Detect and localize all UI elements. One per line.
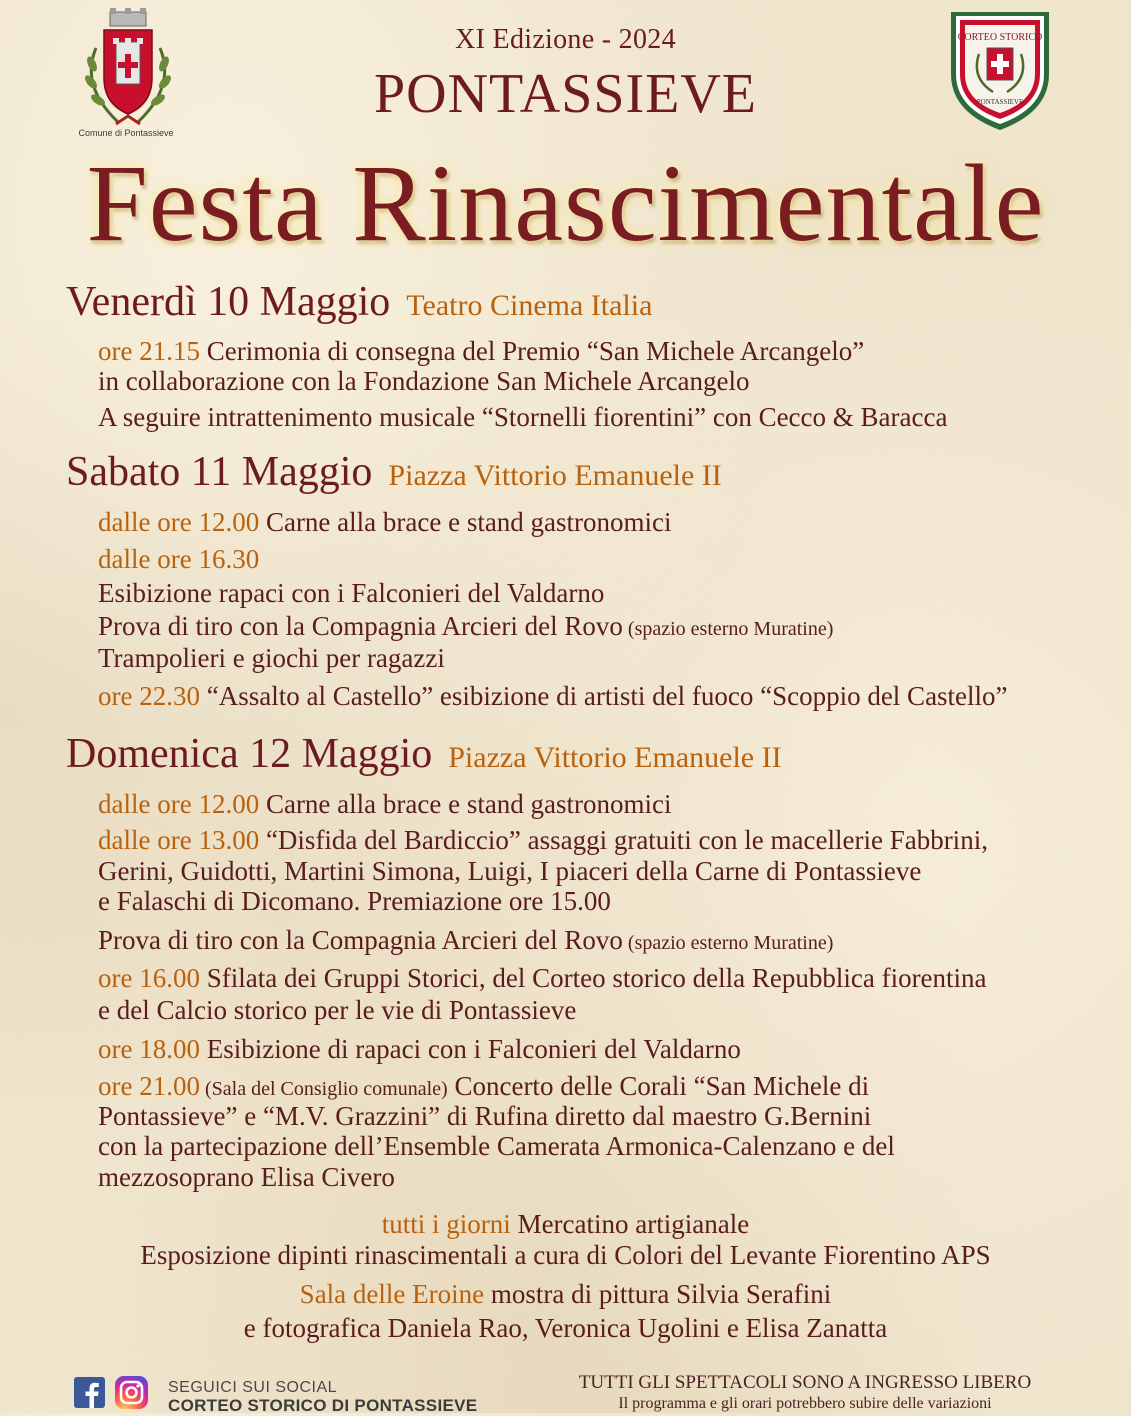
- event-note: (spazio esterno Muratine): [622, 618, 834, 640]
- sunday-line-5: [98, 925, 833, 959]
- sunday-line-12: [98, 1162, 395, 1193]
- friday-line-2: [98, 366, 750, 397]
- event-text: Carne alla brace e stand gastronomici: [259, 507, 672, 537]
- saturday-line-4: [98, 611, 833, 645]
- sunday-heading: [66, 730, 782, 778]
- event-text: e del Calcio storico per le vie di Pontassieve: [98, 995, 577, 1025]
- event-time: ore 16.00: [98, 963, 200, 993]
- sunday-line-2: [98, 825, 988, 856]
- event-text: Prova di tiro con la Compagnia Arcieri del Rovo: [98, 925, 623, 955]
- saturday-line-6: [98, 681, 1008, 712]
- event-time: ore 21.00: [98, 1071, 200, 1101]
- event-location: Piazza Vittorio Emanuele II: [388, 459, 722, 492]
- sunday-line-1: [98, 789, 672, 820]
- facebook-icon[interactable]: [74, 1377, 105, 1408]
- friday-heading: [66, 278, 652, 326]
- sunday-line-8: [98, 1034, 741, 1065]
- saturday-line-5: [98, 643, 445, 674]
- event-text: e fotografica Daniela Rao, Veronica Ugolini e Elisa Zanatta: [243, 1313, 888, 1343]
- day-name: Venerdì 10 Maggio: [66, 279, 391, 325]
- event-text: Trampolieri e giochi per ragazzi: [98, 643, 445, 673]
- event-text: e Falaschi di Dicomano. Premiazione ore 15.00: [98, 886, 611, 916]
- svg-text:CORTEO STORICO: CORTEO STORICO: [957, 32, 1043, 43]
- sunday-line-7: [98, 995, 576, 1026]
- event-text: Mercatino artigianale: [510, 1209, 750, 1239]
- sunday-line-11: [98, 1131, 895, 1162]
- friday-line-1: [98, 336, 864, 367]
- event-text: in collaborazione con la Fondazione San Michele Arcangelo: [98, 366, 750, 396]
- event-text: Carne alla brace e stand gastronomici: [259, 789, 672, 819]
- event-text: “Disfida del Bardiccio” assaggi gratuiti con le macellerie Fabbrini,: [259, 825, 988, 855]
- event-text: Esibizione rapaci con i Falconieri del Valdarno: [98, 578, 605, 608]
- event-time: Sala delle Eroine: [299, 1279, 485, 1309]
- svg-text:PONTASSIEVE: PONTASSIEVE: [976, 98, 1024, 106]
- event-text: Pontassieve” e “M.V. Grazzini” di Rufina diretto dal maestro G.Bernini: [98, 1101, 872, 1131]
- free-entry-notice: TUTTI GLI SPETTACOLI SONO A INGRESSO LIBERO: [578, 1372, 1032, 1393]
- edition-label: XI Edizione - 2024: [455, 24, 676, 55]
- saturday-heading: [66, 448, 722, 496]
- event-time: dalle ore 16.30: [98, 544, 260, 574]
- event-text: A seguire intrattenimento musicale “Stornelli fiorentini” con Cecco & Baracca: [98, 402, 948, 432]
- event-text: mezzosoprano Elisa Civero: [98, 1162, 395, 1192]
- event-location: Teatro Cinema Italia: [406, 289, 653, 322]
- town-name: PONTASSIEVE: [374, 63, 757, 125]
- instagram-icon[interactable]: [115, 1376, 148, 1409]
- event-note: (spazio esterno Muratine): [622, 932, 834, 954]
- event-time: ore 22.30: [98, 681, 200, 711]
- sunday-line-3: [98, 856, 921, 887]
- event-text: Concerto delle Corali “San Michele di: [447, 1071, 870, 1101]
- event-text: con la partecipazione dell’Ensemble Camerata Armonica-Calenzano e del: [98, 1131, 895, 1161]
- sunday-line-10: [98, 1101, 871, 1132]
- everyday-line-4: [0, 1313, 1131, 1344]
- event-time: dalle ore 12.00: [98, 507, 260, 537]
- sunday-line-4: [98, 886, 611, 917]
- social-account-name: CORTEO STORICO DI PONTASSIEVE: [168, 1396, 478, 1415]
- event-location: Piazza Vittorio Emanuele II: [448, 741, 782, 774]
- day-name: Sabato 11 Maggio: [66, 449, 373, 495]
- event-time: dalle ore 13.00: [98, 825, 260, 855]
- page-title: Festa Rinascimentale: [86, 142, 1045, 264]
- event-text: mostra di pittura Silvia Serafini: [484, 1279, 832, 1309]
- comune-logo-caption: Comune di Pontassieve: [78, 128, 174, 138]
- event-time: ore 21.15: [98, 336, 200, 366]
- sunday-line-6: [98, 963, 987, 994]
- event-text: Prova di tiro con la Compagnia Arcieri del Rovo: [98, 611, 623, 641]
- event-text: “Assalto al Castello” esibizione di artisti del fuoco “Scoppio del Castello”: [199, 681, 1008, 711]
- event-time: dalle ore 12.00: [98, 789, 260, 819]
- event-text: Cerimonia di consegna del Premio “San Michele Arcangelo”: [199, 336, 865, 366]
- event-text: Sfilata dei Gruppi Storici, del Corteo storico della Repubblica fiorentina: [199, 963, 987, 993]
- event-text: Gerini, Guidotti, Martini Simona, Luigi, I piaceri della Carne di Pontassieve: [98, 856, 922, 886]
- saturday-line-3: [98, 578, 604, 609]
- everyday-line-2: [0, 1240, 1131, 1271]
- schedule-change-notice: Il programma e gli orari potrebbero subire delle variazioni: [618, 1395, 992, 1412]
- event-time: tutti i giorni: [381, 1209, 511, 1239]
- saturday-line-2: [98, 544, 259, 575]
- saturday-line-1: [98, 507, 672, 538]
- friday-line-3: [98, 402, 947, 433]
- social-follow-label: SEGUICI SUI SOCIAL: [168, 1379, 338, 1396]
- event-text: Esibizione di rapaci con i Falconieri del Valdarno: [199, 1034, 741, 1064]
- event-time: ore 18.00: [98, 1034, 200, 1064]
- event-text: Esposizione dipinti rinascimentali a cura di Colori del Levante Fiorentino APS: [140, 1240, 991, 1270]
- everyday-line-3: [0, 1279, 1131, 1310]
- event-note: (Sala del Consiglio comunale): [199, 1078, 448, 1100]
- day-name: Domenica 12 Maggio: [66, 731, 433, 777]
- everyday-line-1: [0, 1209, 1131, 1240]
- sunday-line-9: [98, 1071, 869, 1105]
